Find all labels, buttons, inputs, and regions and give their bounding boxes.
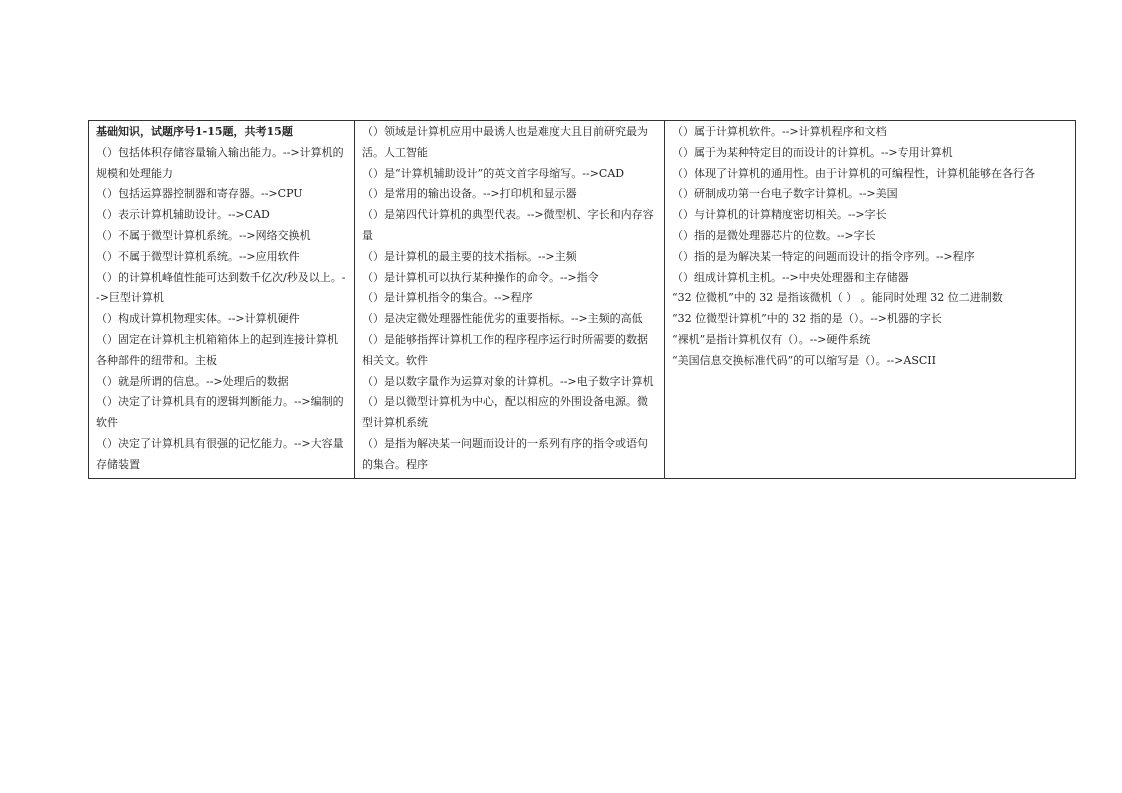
list-item: （）决定了计算机具有很强的记忆能力。-->大容量存储装置 (96, 436, 344, 471)
list-item: （）是计算机可以执行某种操作的命令。-->指令 (362, 270, 599, 284)
list-item: “32 位微机”中的 32 是指该微机（ ） 。能同时处理 32 位二进制数 (672, 291, 1003, 305)
list-item: （）体现了计算机的通用性。由于计算机的可编程性，计算机能够在各行各 (672, 166, 1035, 180)
list-item: （）与计算机的计算精度密切相关。-->字长 (672, 208, 887, 222)
list-item: （）领域是计算机应用中最诱人也是难度大且目前研究最为活。人工智能 (362, 125, 648, 159)
list-item: （）是第四代计算机的典型代表。-->微型机、字长和内存容量 (362, 208, 654, 242)
list-item: （）是计算机指令的集合。-->程序 (362, 291, 533, 305)
list-item: （）是“计算机辅助设计”的英文首字母缩写。-->CAD (362, 166, 625, 180)
column-2 (355, 121, 665, 479)
list-item: （）的计算机峰值性能可达到数千亿次/秒及以上。-->巨型计算机 (96, 270, 346, 305)
list-item: （）是以微型计算机为中心，配以相应的外围设备电源。微型计算机系统 (362, 395, 648, 430)
list-item: （）包括运算器控制器和寄存器。-->CPU (96, 187, 303, 201)
list-item: （）不属于微型计算机系统。-->网络交换机 (96, 228, 311, 242)
list-item: （）就是所谓的信息。-->处理后的数据 (96, 374, 289, 388)
list-item: （）决定了计算机具有的逻辑判断能力。-->编制的软件 (96, 395, 344, 430)
list-item: （）是指为解决某一问题而设计的一系列有序的指令或语句的集合。程序 (362, 436, 648, 471)
list-item: （）包括体积存储容量输入输出能力。-->计算机的规模和处理能力 (96, 145, 344, 180)
table-row (89, 121, 1076, 479)
question-table (88, 120, 1076, 479)
list-item: （）指的是为解决某一特定的问题而设计的指令序列。-->程序 (672, 249, 975, 263)
list-item: （）是以数字量作为运算对象的计算机。-->电子数字计算机 (362, 374, 654, 388)
list-item: （）是常用的输出设备。-->打印机和显示器 (362, 187, 577, 201)
list-item: （）指的是微处理器芯片的位数。-->字长 (672, 228, 876, 242)
list-item: （）固定在计算机主机箱箱体上的起到连接计算机各种部件的纽带和。主板 (96, 332, 338, 367)
list-item: （）是计算机的最主要的技术指标。-->主频 (362, 249, 577, 263)
list-item: （）表示计算机辅助设计。-->CAD (96, 208, 270, 222)
section-heading: 基础知识，试题序号1-15题，共考15题 (96, 125, 293, 138)
list-item: （）是决定微处理器性能优劣的重要指标。-->主频的高低 (362, 312, 643, 326)
column-1 (89, 121, 355, 479)
list-item: “32 位微型计算机”中的 32 指的是（）。-->机器的字长 (672, 312, 942, 326)
list-item: （）属于计算机软件。-->计算机程序和文档 (672, 125, 887, 138)
column-3 (665, 121, 1076, 479)
list-item: （）属于为某种特定目的而设计的计算机。-->专用计算机 (672, 145, 953, 159)
list-item: （）不属于微型计算机系统。-->应用软件 (96, 249, 300, 263)
list-item: “美国信息交换标准代码”的可以缩写是（）。-->ASCII (672, 353, 936, 367)
list-item: “裸机”是指计算机仅有（）。-->硬件系统 (672, 332, 871, 346)
list-item: （）研制成功第一台电子数字计算机。-->美国 (672, 187, 898, 201)
list-item: （）是能够指挥计算机工作的程序程序运行时所需要的数据相关文。软件 (362, 332, 648, 367)
list-item: （）构成计算机物理实体。-->计算机硬件 (96, 312, 300, 326)
list-item: （）组成计算机主机。-->中央处理器和主存储器 (672, 270, 909, 284)
